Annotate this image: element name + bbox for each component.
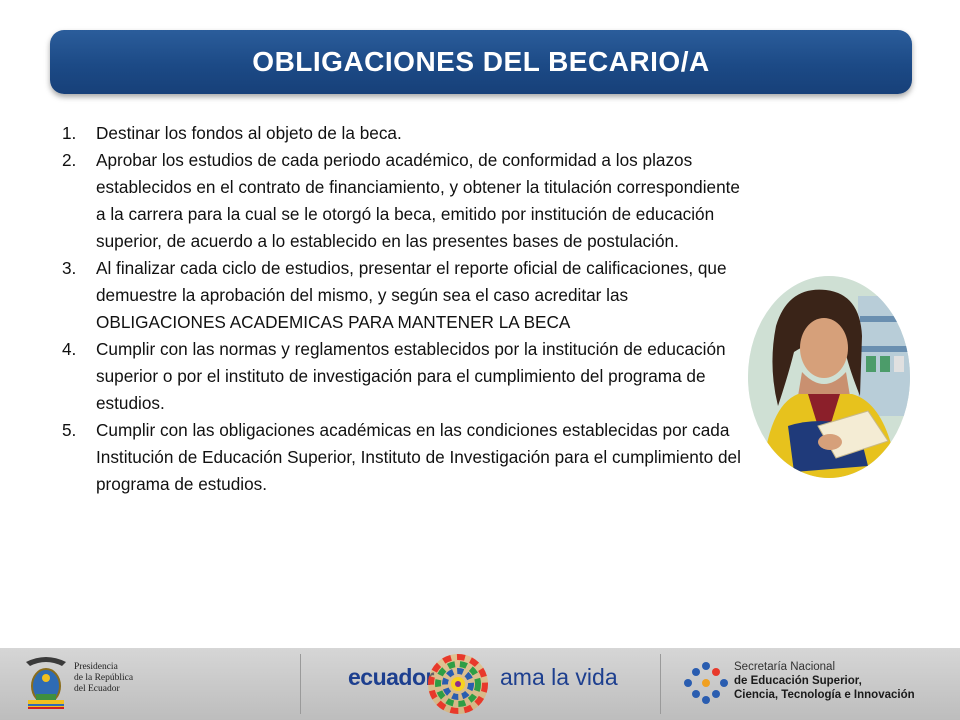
list-item [62, 417, 742, 498]
ecuador-flower-logo-icon [420, 650, 496, 718]
title-banner [50, 30, 912, 94]
obligations-list [62, 120, 742, 498]
footer-bar [0, 648, 960, 720]
senescyt-line3: Ciencia, Tecnología e Innovación [734, 689, 915, 701]
presidencia-label [74, 662, 133, 695]
senescyt-line1: Secretaría Nacional [734, 661, 835, 673]
footer-divider [660, 654, 661, 714]
item-text: Destinar los fondos al objeto de la beca. [96, 123, 402, 143]
item-text: Al finalizar cada ciclo de estudios, presentar el reporte oficial de calificaciones, que demuestre la aprobación del mismo, y según sea el caso acreditar las OBLIGACIONES ACADEMICAS PARA MANTENER LA BECA [96, 258, 727, 332]
presidencia-line2: de la República [74, 673, 134, 683]
senescyt-label [734, 660, 915, 702]
item-text: Aprobar los estudios de cada periodo académico, de conformidad a los plazos establecidos en el contrato de financiamiento, y obtener la titulación correspondiente a la carrera para la cual se le otorgó la beca, emitido por institución de educación superior, de acuerdo a lo establecido en las presentes bases de postulación. [96, 150, 740, 251]
list-item [62, 120, 742, 147]
obligations-list-container [62, 120, 742, 498]
presidencia-line1: Presidencia [74, 662, 118, 672]
page-title: OBLIGACIONES DEL BECARIO/A [252, 46, 710, 77]
student-photo [748, 276, 910, 478]
item-text: Cumplir con las obligaciones académicas en las condiciones establecidas por cada Institución de Educación Superior, Instituto de Investigación para el cumplimiento del programa de estudios. [96, 420, 741, 494]
item-text: Cumplir con las normas y reglamentos establecidos por la institución de educación superior o por el instituto de investigación para el cumplimiento del programa de estudios. [96, 339, 726, 413]
item-number: 3. [62, 258, 77, 278]
coat-of-arms-icon [22, 654, 70, 714]
item-number: 2. [62, 150, 77, 170]
ama-la-vida-text: ama la vida [500, 664, 618, 690]
list-item [62, 147, 742, 255]
ecuador-brand-text: ecuador [348, 664, 434, 690]
item-number: 1. [62, 123, 77, 143]
presidencia-line3: del Ecuador [74, 684, 120, 694]
list-item [62, 336, 742, 417]
item-number: 4. [62, 339, 77, 359]
senescyt-logo-icon [682, 658, 730, 708]
footer-divider [300, 654, 301, 714]
list-item [62, 255, 742, 336]
item-number: 5. [62, 420, 77, 440]
senescyt-line2: de Educación Superior, [734, 675, 862, 687]
